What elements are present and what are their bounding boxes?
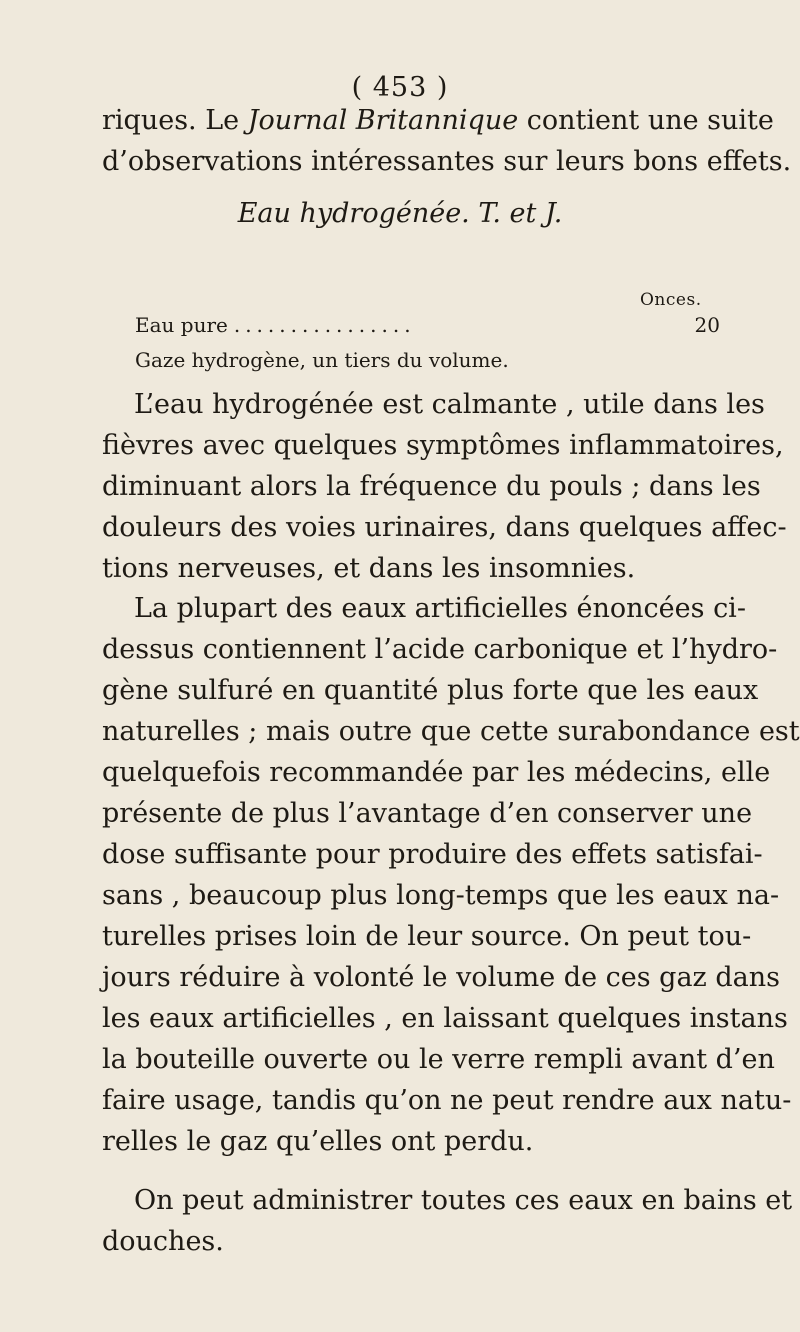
section-title: Eau hydrogénée. T. et J.: [237, 198, 563, 229]
text-line: sans , beaucoup plus long-temps que les eaux na-: [102, 880, 780, 911]
text-line: L’eau hydrogénée est calmante , utile dans les: [134, 389, 765, 420]
text-segment: riques. Le: [102, 105, 248, 136]
paragraph-effects: [102, 384, 787, 589]
journal-title: Journal Britannique: [247, 105, 519, 136]
text-line: dessus contiennent l’acide carbonique et l’hydro-: [102, 634, 778, 665]
dot-leader: ................: [233, 313, 416, 337]
ingredient-label: Eau pure: [135, 313, 228, 337]
text-line: quelquefois recommandée par les médecins, elle: [102, 757, 771, 788]
text-segment: contient une suite: [518, 105, 774, 136]
text-line: la bouteille ouverte ou le verre rempli avant d’en: [102, 1044, 775, 1075]
text-line: douleurs des voies urinaires, dans quelques affec-: [102, 512, 787, 543]
text-line: les eaux artificielles , en laissant quelques instans: [102, 1003, 788, 1034]
text-line: faire usage, tandis qu’on ne peut rendre aux natu-: [102, 1085, 792, 1116]
page-number: ( 453 ): [351, 72, 449, 103]
text-line: jours réduire à volonté le volume de ces gaz dans: [102, 962, 780, 993]
text-line: turelles prises loin de leur source. On peut tou-: [102, 921, 752, 952]
text-line: relles le gaz qu’elles ont perdu.: [102, 1126, 534, 1157]
paragraph-baths: [102, 1180, 793, 1262]
paragraph-intro: [102, 100, 792, 182]
recipe-note: Gaze hydrogène, un tiers du volume.: [135, 348, 509, 372]
recipe-unit-header: Onces.: [640, 290, 702, 310]
text-line: gène sulfuré en quantité plus forte que les eaux: [102, 675, 759, 706]
paragraph-artificial-waters: [102, 588, 800, 1162]
text-line: d’observations intéressantes sur leurs bons effets.: [102, 146, 792, 177]
text-line: présente de plus l’avantage d’en conserver une: [102, 798, 753, 829]
text-line: tions nerveuses, et dans les insomnies.: [102, 553, 636, 584]
text-line: diminuant alors la fréquence du pouls ; dans les: [102, 471, 761, 502]
text-line: [102, 100, 774, 141]
text-line: dose suffisante pour produire des effets satisfai-: [102, 839, 763, 870]
ingredient-amount: 20: [694, 313, 720, 337]
text-line: douches.: [102, 1226, 224, 1257]
text-line: naturelles ; mais outre que cette surabondance est: [102, 716, 800, 747]
recipe-ingredient-row: [135, 313, 720, 337]
text-line: On peut administrer toutes ces eaux en bains et: [134, 1185, 793, 1216]
text-line: La plupart des eaux artificielles énoncées ci-: [134, 593, 746, 624]
text-line: fièvres avec quelques symptômes inflammatoires,: [102, 430, 784, 461]
